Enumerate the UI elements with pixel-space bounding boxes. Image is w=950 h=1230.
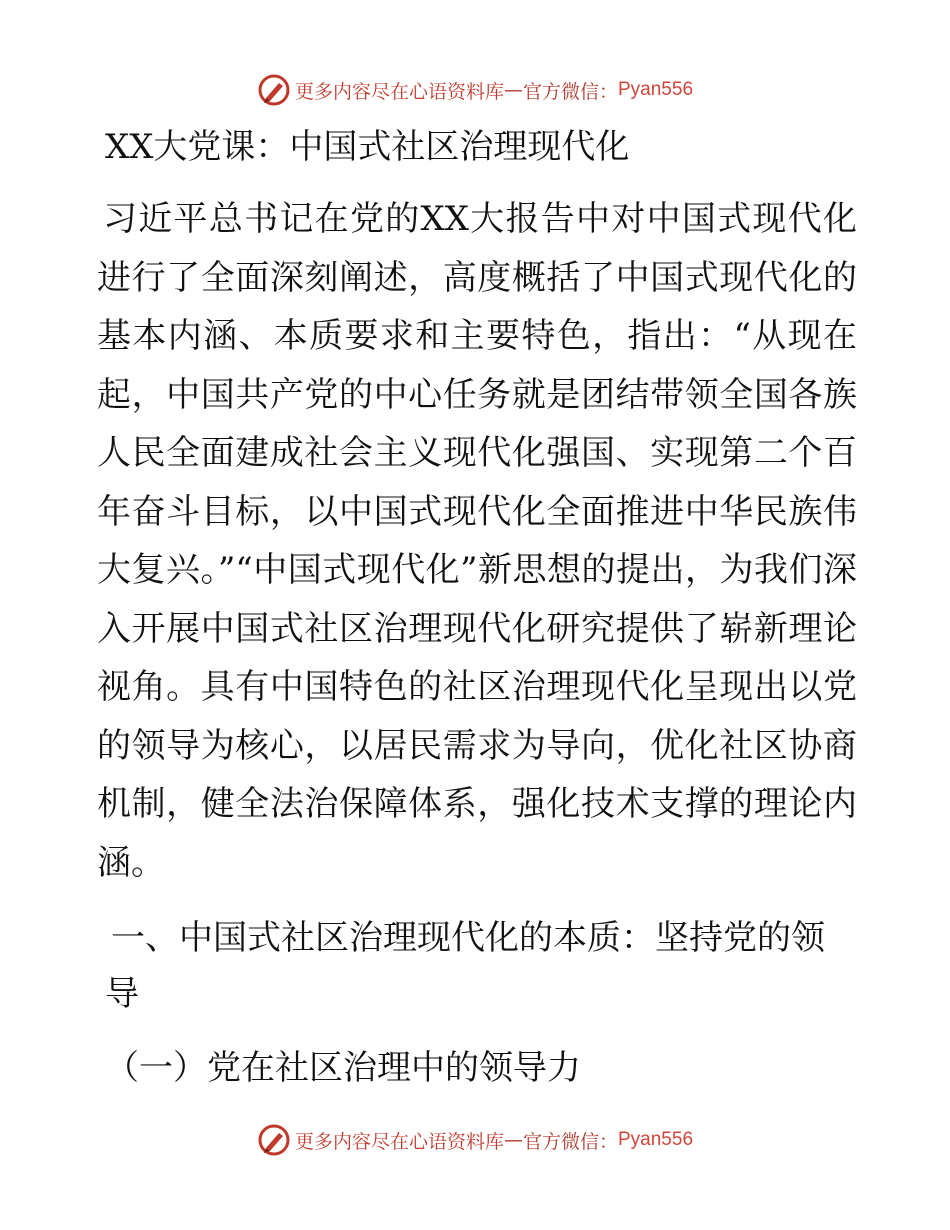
- pen-logo-icon: [257, 73, 291, 107]
- watermark-footer: [0, 1120, 950, 1160]
- body-paragraph: 习近平总书记在党的XX大报告中对中国式现代化进行了全面深刻阐述，高度概括了中国式现代化的基本内涵、本质要求和主要特色，指出：“从现在起，中国共产党的中心任务就是团结带领全国各族人民全面建成社会主义现代化强国、实现第二个百年奋斗目标，以中国式现代化全面推进中华民族伟大复兴。”“中国式现代化”新思想的提出，为我们深入开展中国式社区治理现代化研究提供了崭新理论视角。具有中国特色的社区治理现代化呈现出以党的领导为核心，以居民需求为导向，优化社区协商机制，健全法治保障体系，强化技术支撑的理论内涵。: [97, 199, 857, 883]
- watermark-wechat-label: 官方微信：: [522, 1130, 618, 1153]
- subsection-heading: （一）党在社区治理中的领导力: [105, 1048, 581, 1088]
- watermark-account: Pyan556: [618, 1129, 694, 1150]
- pen-logo-icon: [257, 1123, 291, 1157]
- watermark-separator: —: [503, 1129, 523, 1151]
- watermark-header: [0, 70, 950, 110]
- section-heading: 一、中国式社区治理现代化的本质：坚持党的领导: [105, 918, 825, 1014]
- document-title: XX大党课：中国式社区治理现代化: [105, 127, 630, 167]
- watermark-site-text: 更多内容尽在心语资料库: [294, 1130, 504, 1153]
- watermark-wechat-label: 官方微信：: [522, 80, 618, 103]
- watermark-account: Pyan556: [618, 79, 694, 100]
- watermark-separator: —: [503, 79, 523, 101]
- watermark-site-text: 更多内容尽在心语资料库: [294, 80, 504, 103]
